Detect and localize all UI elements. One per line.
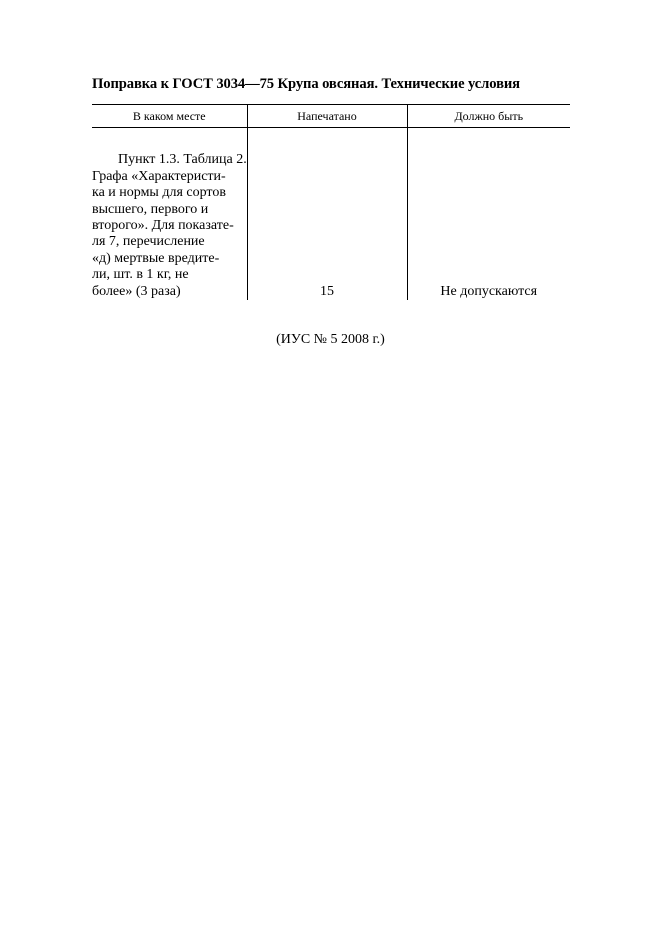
cell-place — [92, 128, 247, 301]
cell-should-be: Не допускаются — [407, 128, 570, 301]
place-line: ля 7, перечисление — [92, 234, 205, 250]
place-line: второго». Для показате- — [92, 217, 234, 233]
amendment-table — [92, 104, 570, 300]
place-line: более» (3 раза) — [92, 283, 181, 299]
amendment-table-container — [92, 104, 570, 300]
place-line: ли, шт. в 1 кг, не — [92, 267, 189, 283]
page-title: Поправка к ГОСТ 3034—75 Крупа овсяная. Технические условия — [92, 76, 520, 92]
place-line: высшего, первого и — [92, 201, 209, 217]
table-header-row — [92, 105, 570, 128]
header-printed: Напечатано — [247, 105, 407, 128]
place-line: Графа «Характеристи- — [92, 168, 226, 184]
header-should-be: Должно быть — [407, 105, 570, 128]
place-line: «д) мертвые вредите- — [92, 250, 220, 266]
cell-printed: 15 — [247, 128, 407, 301]
issue-reference: (ИУС № 5 2008 г.) — [276, 332, 385, 347]
table-row — [92, 128, 570, 301]
place-line: ка и нормы для сортов — [92, 185, 226, 201]
place-line: Пункт 1.3. Таблица 2. — [118, 152, 247, 168]
header-place: В каком месте — [92, 105, 247, 128]
